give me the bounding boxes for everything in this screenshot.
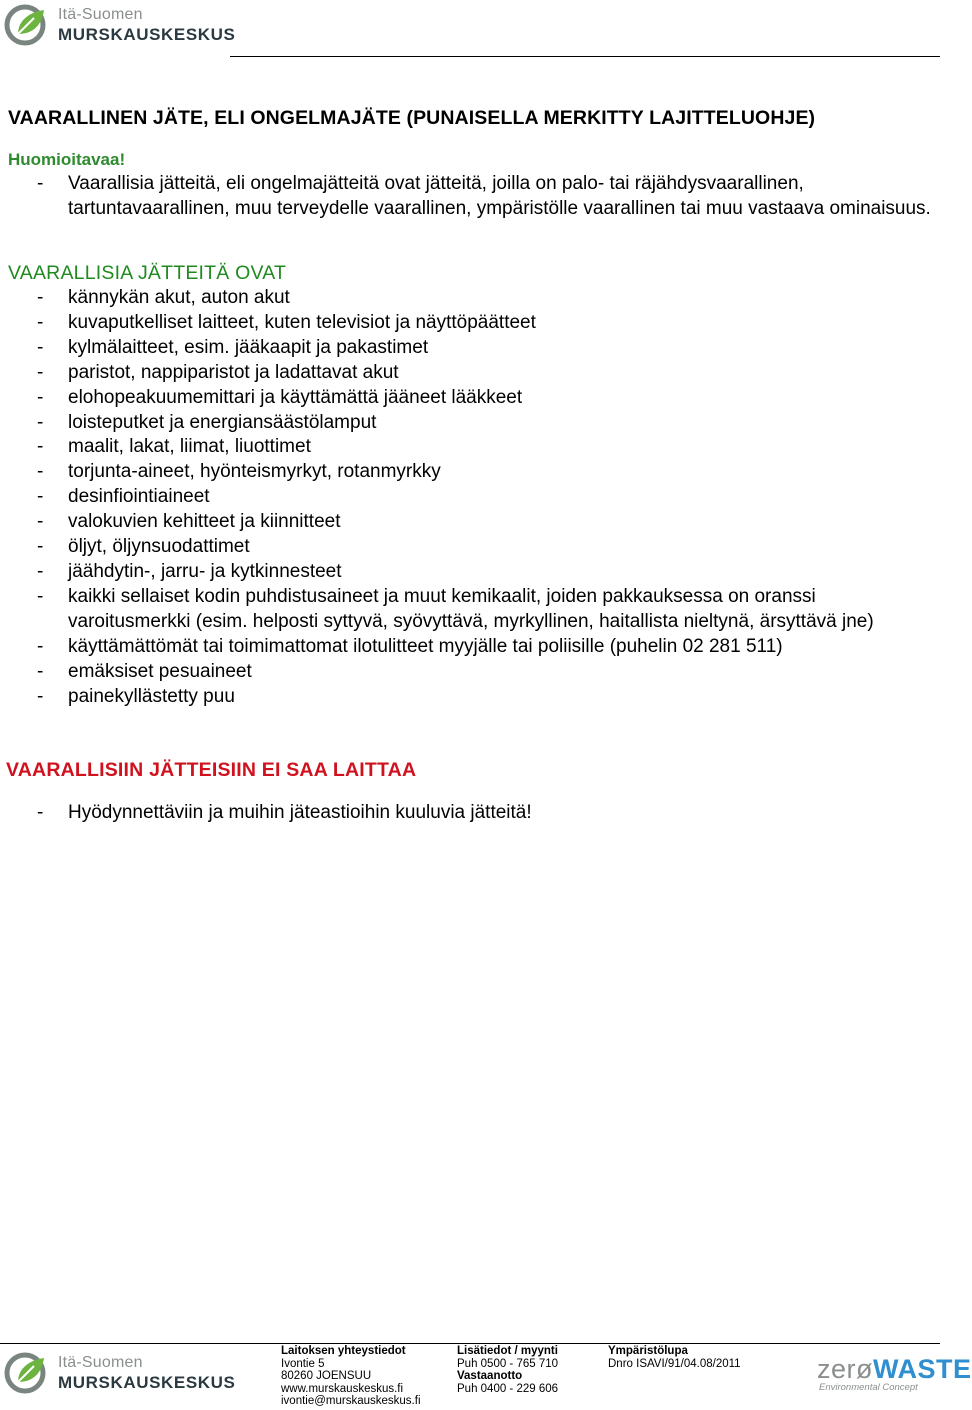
company-logo [4,4,235,46]
footer-email-link[interactable]: ivontie@murskauskeskus.fi [281,1395,421,1408]
logo-bottom-text: MURSKAUSKESKUS [58,25,236,44]
footer-permit-line: Dnro ISAVI/91/04.08/2011 [608,1357,741,1370]
footer-website-link[interactable]: www.murskauskeskus.fi [281,1382,404,1395]
footer-info-line: Puh 0400 - 229 606 [457,1382,559,1395]
footer-leaf-logo-icon [4,1352,50,1394]
page-header [0,0,960,60]
hazardous-list-item: - paristot, nappiparistot ja ladattavat akut [8,361,943,386]
hazardous-list-item: - kuvaputkelliset laitteet, kuten televisiot ja näyttöpäätteet [8,311,943,336]
forbidden-list-item: - Hyödynnettäviin ja muihin jäteastioihin kuuluvia jätteitä! [8,801,933,826]
hazardous-list-item: - valokuvien kehitteet ja kiinnitteet [8,510,943,535]
footer-info-line: Vastaanotto [457,1370,523,1383]
zerowaste-waste-text: WASTE [873,1354,972,1384]
hazardous-list-item: - maalit, lakat, liimat, liuottimet [8,435,943,460]
note-heading: Huomioitavaa! [8,150,126,169]
logo-top-text: Itä-Suomen [58,6,143,23]
hazardous-heading: VAARALLISIA JÄTTEITÄ OVAT [8,262,287,284]
footer-contact-line: Ivontie 5 [281,1357,325,1370]
hazardous-list-item: - käyttämättömät tai toimimattomat ilotulitteet myyjälle tai poliisille (puhelin 02 281 511) [8,635,943,660]
forbidden-list [8,801,933,826]
document-title: VAARALLINEN JÄTE, ELI ONGELMAJÄTE (PUNAISELLA MERKITTY LAJITTELUOHJE) [8,107,816,129]
hazardous-list-item: - jäähdytin-, jarru- ja kytkinnesteet [8,560,943,585]
footer-info-line: Puh 0500 - 765 710 [457,1357,559,1370]
note-list [8,172,933,222]
footer-contact [281,1345,421,1408]
leaf-logo-icon [4,4,50,46]
footer-info [457,1345,558,1395]
hazardous-list-item: - emäksiset pesuaineet [8,660,943,685]
hazardous-list-item: - kaikki sellaiset kodin puhdistusaineet ja muut kemikaalit, joiden pakkauksessa on oranssi varoitusmerkki (esim. helposti syttyvä, syövyttävä, myrkyllinen, haitallista nieltynä, ärsyttävä jne) [8,585,943,635]
hazardous-list-item: - kylmälaitteet, esim. jääkaapit ja pakastimet [8,336,943,361]
hazardous-list-item: - elohopeakuumemittari ja käyttämättä jääneet lääkkeet [8,386,943,411]
zerowaste-zero-text: zerø [817,1354,873,1384]
page-footer [0,1340,972,1410]
hazardous-list-item: - kännykän akut, auton akut [8,286,943,311]
hazardous-list-item: - torjunta-aineet, hyönteismyrkyt, rotanmyrkky [8,460,943,485]
hazardous-list [8,286,943,709]
footer-info-heading: Lisätiedot / myynti [457,1345,558,1357]
hazardous-list-item: - painekyllästetty puu [8,685,943,710]
footer-contact-heading: Laitoksen yhteystiedot [281,1345,406,1357]
note-list-item: - Vaarallisia jätteitä, eli ongelmajätteitä ovat jätteitä, joilla on palo- tai räjähdysvaarallinen, tartuntavaarallinen, muu terveydelle vaarallinen, ympäristölle vaarallinen tai muu vastaava ominaisuus. [8,172,933,222]
footer-contact-line: 80260 JOENSUU [281,1370,372,1383]
zerowaste-subtitle: Environmental Concept [819,1382,918,1393]
hazardous-list-item: - desinfiointiaineet [8,485,943,510]
footer-company-logo [4,1352,235,1394]
footer-permit-heading: Ympäristölupa [608,1345,688,1357]
footer-logo-top-text: Itä-Suomen [58,1354,143,1371]
forbidden-heading: VAARALLISIIN JÄTTEISIIN EI SAA LAITTAA [6,759,417,781]
hazardous-list-item: - loisteputket ja energiansäästölamput [8,411,943,436]
zerowaste-logo [817,1354,972,1396]
footer-logo-bottom-text: MURSKAUSKESKUS [58,1373,236,1392]
hazardous-list-item: - öljyt, öljynsuodattimet [8,535,943,560]
footer-divider [0,1343,940,1344]
footer-permit [608,1345,741,1370]
header-divider [230,56,940,57]
